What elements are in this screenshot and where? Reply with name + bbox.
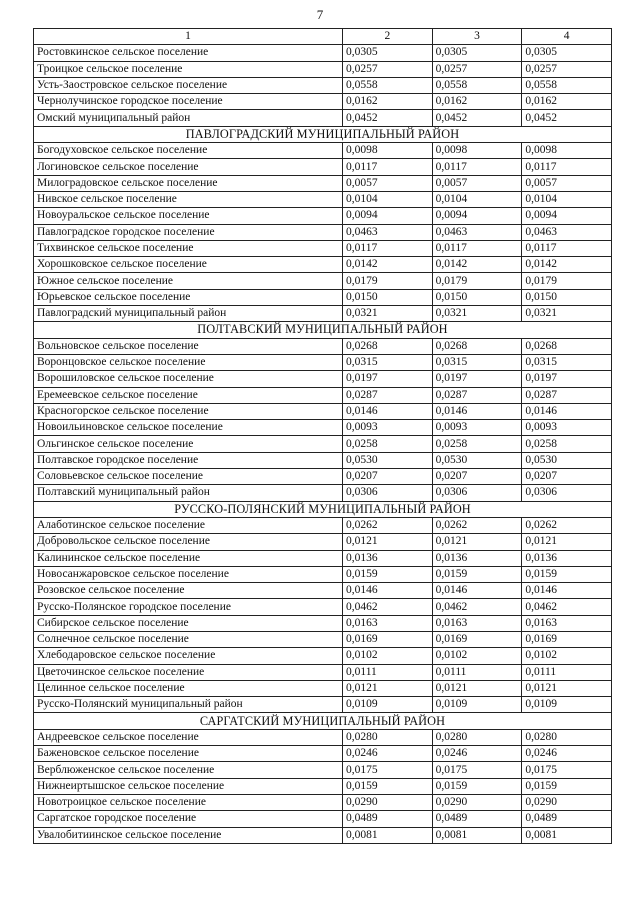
value-cell-col4: 0,0257 — [522, 61, 612, 77]
value-cell-col2: 0,0142 — [343, 257, 433, 273]
value-cell-col2: 0,0287 — [343, 387, 433, 403]
table-row — [34, 729, 612, 745]
value-cell-col2: 0,0262 — [343, 517, 433, 533]
value-cell-col2: 0,0150 — [343, 289, 433, 305]
table-row — [34, 436, 612, 452]
value-cell-col4: 0,0162 — [522, 94, 612, 110]
value-cell-col2: 0,0169 — [343, 631, 433, 647]
value-cell-col3: 0,0315 — [432, 354, 522, 370]
value-cell-col4: 0,0175 — [522, 762, 612, 778]
value-cell-col2: 0,0530 — [343, 452, 433, 468]
table-row — [34, 664, 612, 680]
value-cell-col4: 0,0117 — [522, 159, 612, 175]
value-cell-col2: 0,0452 — [343, 110, 433, 126]
value-cell-col3: 0,0558 — [432, 77, 522, 93]
page-number: 7 — [316, 7, 324, 22]
settlement-name-cell: Павлоградский муниципальный район — [34, 306, 343, 322]
header-cell: 2 — [343, 29, 433, 45]
table-row — [34, 827, 612, 843]
value-cell-col3: 0,0094 — [432, 208, 522, 224]
value-cell-col4: 0,0258 — [522, 436, 612, 452]
value-cell-col3: 0,0321 — [432, 306, 522, 322]
settlement-name-cell: Добровольское сельское поселение — [34, 534, 343, 550]
value-cell-col2: 0,0163 — [343, 615, 433, 631]
settlement-name-cell: Новосанжаровское сельское поселение — [34, 566, 343, 582]
value-cell-col4: 0,0159 — [522, 566, 612, 582]
value-cell-col3: 0,0197 — [432, 371, 522, 387]
header-cell: 3 — [432, 29, 522, 45]
value-cell-col4: 0,0150 — [522, 289, 612, 305]
value-cell-col2: 0,0121 — [343, 534, 433, 550]
table-row — [34, 338, 612, 354]
settlement-name-cell: Усть-Заостровское сельское поселение — [34, 77, 343, 93]
table-row — [34, 354, 612, 370]
district-heading-row — [34, 713, 612, 729]
table-row — [34, 289, 612, 305]
value-cell-col2: 0,0102 — [343, 648, 433, 664]
value-cell-col2: 0,0489 — [343, 811, 433, 827]
settlement-name-cell: Полтавское городское поселение — [34, 452, 343, 468]
settlement-name-cell: Соловьевское сельское поселение — [34, 469, 343, 485]
value-cell-col3: 0,0117 — [432, 240, 522, 256]
value-cell-col2: 0,0463 — [343, 224, 433, 240]
value-cell-col2: 0,0258 — [343, 436, 433, 452]
value-cell-col3: 0,0121 — [432, 534, 522, 550]
value-cell-col2: 0,0290 — [343, 794, 433, 810]
table-row — [34, 794, 612, 810]
settlement-name-cell: Красногорское сельское поселение — [34, 403, 343, 419]
settlement-name-cell: Хлебодаровское сельское поселение — [34, 648, 343, 664]
value-cell-col4: 0,0094 — [522, 208, 612, 224]
value-cell-col2: 0,0111 — [343, 664, 433, 680]
value-cell-col3: 0,0093 — [432, 420, 522, 436]
district-heading-row — [34, 501, 612, 517]
value-cell-col4: 0,0104 — [522, 191, 612, 207]
table-row — [34, 452, 612, 468]
value-cell-col3: 0,0463 — [432, 224, 522, 240]
header-cell: 1 — [34, 29, 343, 45]
value-cell-col4: 0,0452 — [522, 110, 612, 126]
value-cell-col2: 0,0179 — [343, 273, 433, 289]
settlement-name-cell: Новотроицкое сельское поселение — [34, 794, 343, 810]
value-cell-col2: 0,0558 — [343, 77, 433, 93]
value-cell-col2: 0,0162 — [343, 94, 433, 110]
value-cell-col4: 0,0109 — [522, 697, 612, 713]
table-row — [34, 77, 612, 93]
settlement-name-cell: Ольгинское сельское поселение — [34, 436, 343, 452]
value-cell-col4: 0,0530 — [522, 452, 612, 468]
settlement-name-cell: Цветочинское сельское поселение — [34, 664, 343, 680]
settlement-name-cell: Южное сельское поселение — [34, 273, 343, 289]
value-cell-col3: 0,0305 — [432, 45, 522, 61]
table-row — [34, 110, 612, 126]
value-cell-col4: 0,0462 — [522, 599, 612, 615]
table-row — [34, 811, 612, 827]
table-row — [34, 550, 612, 566]
value-cell-col3: 0,0207 — [432, 469, 522, 485]
table-row — [34, 583, 612, 599]
value-cell-col4: 0,0207 — [522, 469, 612, 485]
settlement-name-cell: Юрьевское сельское поселение — [34, 289, 343, 305]
value-cell-col3: 0,0530 — [432, 452, 522, 468]
value-cell-col4: 0,0098 — [522, 143, 612, 159]
value-cell-col2: 0,0093 — [343, 420, 433, 436]
value-cell-col3: 0,0142 — [432, 257, 522, 273]
value-cell-col4: 0,0306 — [522, 485, 612, 501]
value-cell-col4: 0,0163 — [522, 615, 612, 631]
value-cell-col3: 0,0290 — [432, 794, 522, 810]
value-cell-col3: 0,0462 — [432, 599, 522, 615]
table-row — [34, 240, 612, 256]
value-cell-col4: 0,0489 — [522, 811, 612, 827]
settlement-name-cell: Верблюженское сельское поселение — [34, 762, 343, 778]
settlement-name-cell: Алаботинское сельское поселение — [34, 517, 343, 533]
settlement-name-cell: Тихвинское сельское поселение — [34, 240, 343, 256]
settlement-name-cell: Логиновское сельское поселение — [34, 159, 343, 175]
value-cell-col4: 0,0246 — [522, 746, 612, 762]
settlement-name-cell: Баженовское сельское поселение — [34, 746, 343, 762]
value-cell-col3: 0,0111 — [432, 664, 522, 680]
table-row — [34, 306, 612, 322]
value-cell-col4: 0,0102 — [522, 648, 612, 664]
value-cell-col3: 0,0136 — [432, 550, 522, 566]
settlement-name-cell: Полтавский муниципальный район — [34, 485, 343, 501]
district-heading-row — [34, 322, 612, 338]
table-row — [34, 420, 612, 436]
table-row — [34, 175, 612, 191]
table-row — [34, 697, 612, 713]
value-cell-col2: 0,0305 — [343, 45, 433, 61]
value-cell-col4: 0,0290 — [522, 794, 612, 810]
value-cell-col4: 0,0159 — [522, 778, 612, 794]
value-cell-col2: 0,0136 — [343, 550, 433, 566]
table-row — [34, 485, 612, 501]
table-row — [34, 224, 612, 240]
value-cell-col3: 0,0287 — [432, 387, 522, 403]
value-cell-col2: 0,0306 — [343, 485, 433, 501]
value-cell-col2: 0,0104 — [343, 191, 433, 207]
value-cell-col2: 0,0197 — [343, 371, 433, 387]
value-cell-col4: 0,0321 — [522, 306, 612, 322]
settlement-name-cell: Еремеевское сельское поселение — [34, 387, 343, 403]
table-row — [34, 599, 612, 615]
value-cell-col2: 0,0146 — [343, 583, 433, 599]
value-cell-col3: 0,0104 — [432, 191, 522, 207]
settlement-name-cell: Чернолучинское городское поселение — [34, 94, 343, 110]
value-cell-col2: 0,0098 — [343, 143, 433, 159]
value-cell-col3: 0,0257 — [432, 61, 522, 77]
value-cell-col4: 0,0081 — [522, 827, 612, 843]
value-cell-col3: 0,0258 — [432, 436, 522, 452]
value-cell-col3: 0,0163 — [432, 615, 522, 631]
value-cell-col2: 0,0159 — [343, 778, 433, 794]
value-cell-col4: 0,0315 — [522, 354, 612, 370]
value-cell-col3: 0,0102 — [432, 648, 522, 664]
settlement-name-cell: Троицкое сельское поселение — [34, 61, 343, 77]
value-cell-col2: 0,0321 — [343, 306, 433, 322]
value-cell-col3: 0,0268 — [432, 338, 522, 354]
value-cell-col3: 0,0489 — [432, 811, 522, 827]
settlement-name-cell: Милоградовское сельское поселение — [34, 175, 343, 191]
value-cell-col3: 0,0081 — [432, 827, 522, 843]
table-body — [34, 29, 612, 844]
value-cell-col4: 0,0262 — [522, 517, 612, 533]
header-row — [34, 29, 612, 45]
table-row — [34, 159, 612, 175]
value-cell-col2: 0,0268 — [343, 338, 433, 354]
value-cell-col3: 0,0169 — [432, 631, 522, 647]
value-cell-col2: 0,0094 — [343, 208, 433, 224]
value-cell-col2: 0,0081 — [343, 827, 433, 843]
table-row — [34, 273, 612, 289]
settlement-name-cell: Новоуральское сельское поселение — [34, 208, 343, 224]
table-row — [34, 45, 612, 61]
settlement-name-cell: Вольновское сельское поселение — [34, 338, 343, 354]
table-row — [34, 387, 612, 403]
table-row — [34, 566, 612, 582]
settlement-name-cell: Богодуховское сельское поселение — [34, 143, 343, 159]
table-row — [34, 680, 612, 696]
value-cell-col2: 0,0146 — [343, 403, 433, 419]
settlement-name-cell: Новоильиновское сельское поселение — [34, 420, 343, 436]
settlement-name-cell: Увалобитиинское сельское поселение — [34, 827, 343, 843]
value-cell-col3: 0,0280 — [432, 729, 522, 745]
settlement-name-cell: Омский муниципальный район — [34, 110, 343, 126]
settlement-name-cell: Русско-Полянское городское поселение — [34, 599, 343, 615]
value-cell-col2: 0,0109 — [343, 697, 433, 713]
value-cell-col4: 0,0463 — [522, 224, 612, 240]
value-cell-col4: 0,0121 — [522, 534, 612, 550]
settlement-name-cell: Сибирское сельское поселение — [34, 615, 343, 631]
value-cell-col4: 0,0197 — [522, 371, 612, 387]
value-cell-col4: 0,0169 — [522, 631, 612, 647]
district-heading: САРГАТСКИЙ МУНИЦИПАЛЬНЫЙ РАЙОН — [34, 713, 612, 729]
district-heading-row — [34, 126, 612, 142]
value-cell-col3: 0,0098 — [432, 143, 522, 159]
value-cell-col2: 0,0280 — [343, 729, 433, 745]
value-cell-col3: 0,0146 — [432, 583, 522, 599]
table-row — [34, 469, 612, 485]
settlement-name-cell: Ростовкинское сельское поселение — [34, 45, 343, 61]
value-cell-col3: 0,0109 — [432, 697, 522, 713]
value-cell-col2: 0,0246 — [343, 746, 433, 762]
value-cell-col3: 0,0179 — [432, 273, 522, 289]
value-cell-col4: 0,0558 — [522, 77, 612, 93]
settlement-name-cell: Розовское сельское поселение — [34, 583, 343, 599]
table-row — [34, 615, 612, 631]
table-row — [34, 371, 612, 387]
header-cell: 4 — [522, 29, 612, 45]
district-heading: ПАВЛОГРАДСКИЙ МУНИЦИПАЛЬНЫЙ РАЙОН — [34, 126, 612, 142]
value-cell-col3: 0,0262 — [432, 517, 522, 533]
settlement-name-cell: Саргатское городское поселение — [34, 811, 343, 827]
settlement-name-cell: Нижнеиртышское сельское поселение — [34, 778, 343, 794]
table-row — [34, 61, 612, 77]
value-cell-col3: 0,0117 — [432, 159, 522, 175]
table-row — [34, 762, 612, 778]
table-row — [34, 517, 612, 533]
settlement-name-cell: Павлоградское городское поселение — [34, 224, 343, 240]
value-cell-col4: 0,0121 — [522, 680, 612, 696]
settlement-name-cell: Хорошковское сельское поселение — [34, 257, 343, 273]
value-cell-col2: 0,0257 — [343, 61, 433, 77]
value-cell-col4: 0,0117 — [522, 240, 612, 256]
settlement-name-cell: Воронцовское сельское поселение — [34, 354, 343, 370]
table-row — [34, 631, 612, 647]
value-cell-col4: 0,0287 — [522, 387, 612, 403]
value-cell-col2: 0,0117 — [343, 159, 433, 175]
value-cell-col2: 0,0121 — [343, 680, 433, 696]
value-cell-col2: 0,0057 — [343, 175, 433, 191]
value-cell-col3: 0,0121 — [432, 680, 522, 696]
value-cell-col4: 0,0179 — [522, 273, 612, 289]
value-cell-col4: 0,0146 — [522, 583, 612, 599]
settlement-name-cell: Нивское сельское поселение — [34, 191, 343, 207]
value-cell-col3: 0,0146 — [432, 403, 522, 419]
table-row — [34, 143, 612, 159]
table-row — [34, 208, 612, 224]
value-cell-col3: 0,0150 — [432, 289, 522, 305]
value-cell-col3: 0,0246 — [432, 746, 522, 762]
value-cell-col4: 0,0111 — [522, 664, 612, 680]
value-cell-col2: 0,0175 — [343, 762, 433, 778]
value-cell-col4: 0,0142 — [522, 257, 612, 273]
value-cell-col2: 0,0315 — [343, 354, 433, 370]
value-cell-col3: 0,0452 — [432, 110, 522, 126]
value-cell-col3: 0,0159 — [432, 566, 522, 582]
value-cell-col3: 0,0057 — [432, 175, 522, 191]
value-cell-col2: 0,0462 — [343, 599, 433, 615]
value-cell-col4: 0,0146 — [522, 403, 612, 419]
value-cell-col2: 0,0159 — [343, 566, 433, 582]
settlement-name-cell: Андреевское сельское поселение — [34, 729, 343, 745]
value-cell-col4: 0,0093 — [522, 420, 612, 436]
table-row — [34, 648, 612, 664]
table-row — [34, 94, 612, 110]
value-cell-col3: 0,0162 — [432, 94, 522, 110]
value-cell-col3: 0,0175 — [432, 762, 522, 778]
value-cell-col4: 0,0057 — [522, 175, 612, 191]
settlement-name-cell: Солнечное сельское поселение — [34, 631, 343, 647]
value-cell-col4: 0,0280 — [522, 729, 612, 745]
settlement-name-cell: Ворошиловское сельское поселение — [34, 371, 343, 387]
table-row — [34, 191, 612, 207]
district-heading: ПОЛТАВСКИЙ МУНИЦИПАЛЬНЫЙ РАЙОН — [34, 322, 612, 338]
table-row — [34, 534, 612, 550]
value-cell-col4: 0,0136 — [522, 550, 612, 566]
value-cell-col3: 0,0159 — [432, 778, 522, 794]
value-cell-col4: 0,0305 — [522, 45, 612, 61]
settlement-name-cell: Русско-Полянский муниципальный район — [34, 697, 343, 713]
table-row — [34, 746, 612, 762]
table-row — [34, 257, 612, 273]
table-row — [34, 778, 612, 794]
value-cell-col3: 0,0306 — [432, 485, 522, 501]
value-cell-col2: 0,0207 — [343, 469, 433, 485]
district-heading: РУССКО-ПОЛЯНСКИЙ МУНИЦИПАЛЬНЫЙ РАЙОН — [34, 501, 612, 517]
value-cell-col2: 0,0117 — [343, 240, 433, 256]
value-cell-col4: 0,0268 — [522, 338, 612, 354]
data-table — [33, 28, 612, 844]
settlement-name-cell: Калининское сельское поселение — [34, 550, 343, 566]
settlement-name-cell: Целинное сельское поселение — [34, 680, 343, 696]
table-row — [34, 403, 612, 419]
